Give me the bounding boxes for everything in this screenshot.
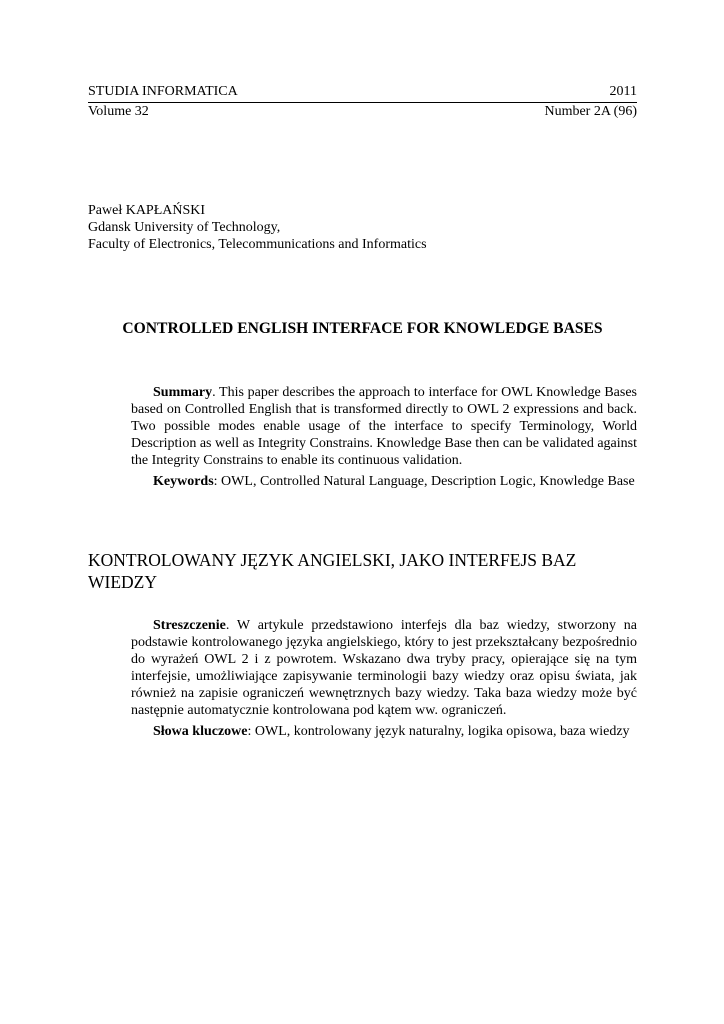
journal-number: Number 2A (96) — [544, 104, 637, 119]
polish-summary-paragraph — [131, 617, 637, 719]
summary-paragraph — [131, 384, 637, 469]
author-name: Paweł KAPŁAŃSKI — [88, 203, 206, 218]
author-affiliation-faculty: Faculty of Electronics, Telecommunications and Informatics — [88, 237, 427, 252]
polish-keywords-paragraph — [131, 723, 637, 740]
english-abstract — [131, 384, 637, 494]
keywords-label: Keywords — [153, 474, 214, 489]
journal-header — [88, 83, 637, 103]
author-affiliation-university: Gdansk University of Technology, — [88, 220, 281, 235]
journal-issue — [88, 103, 637, 120]
journal-volume: Volume 32 — [88, 104, 149, 119]
polish-summary-label: Streszczenie — [153, 618, 226, 633]
journal-name: STUDIA INFORMATICA — [88, 84, 238, 99]
summary-label: Summary — [153, 385, 213, 400]
author-block — [88, 202, 637, 253]
polish-summary-text: . W artykule przedstawiono interfejs dla baz wiedzy, stworzony na podstawie kontrolowanego języka angielskiego, który to jest przekształcany bezpośrednio do wyrażeń OWL 2 i z powrotem. Wskazano dwa tryby pracy, opierające się na tym interfejsie, umożliwiające zapisywanie terminologii bazy wiedzy oraz opisu świata, jak również na zapisie ograniczeń wewnętrznych bazy wiedzy. Taka baza wiedzy może być następnie automatycznie kontrolowana pod kątem ww. ograniczeń. — [131, 618, 637, 718]
summary-text: . This paper describes the approach to interface for OWL Knowledge Bases based on Controlled English that is transformed directly to OWL 2 expressions and back. Two possible modes enable usage of the interface to specify Terminology, World Description as well as Integrity Constrains. Knowledge Base then can be validated against the Integrity Constrains to enable its continuous validation. — [131, 385, 637, 468]
polish-abstract — [131, 617, 637, 744]
keywords-paragraph — [131, 473, 637, 490]
polish-title: KONTROLOWANY JĘZYK ANGIELSKI, JAKO INTERFEJS BAZ WIEDZY — [88, 550, 577, 592]
paper-title: CONTROLLED ENGLISH INTERFACE FOR KNOWLEDGE BASES — [122, 320, 603, 337]
journal-year: 2011 — [609, 84, 637, 99]
polish-keywords-text: : OWL, kontrolowany język naturalny, logika opisowa, baza wiedzy — [247, 724, 630, 739]
paper-page — [88, 0, 637, 1024]
polish-keywords-label: Słowa kluczowe — [153, 724, 248, 739]
keywords-text: : OWL, Controlled Natural Language, Description Logic, Knowledge Base — [213, 474, 635, 489]
